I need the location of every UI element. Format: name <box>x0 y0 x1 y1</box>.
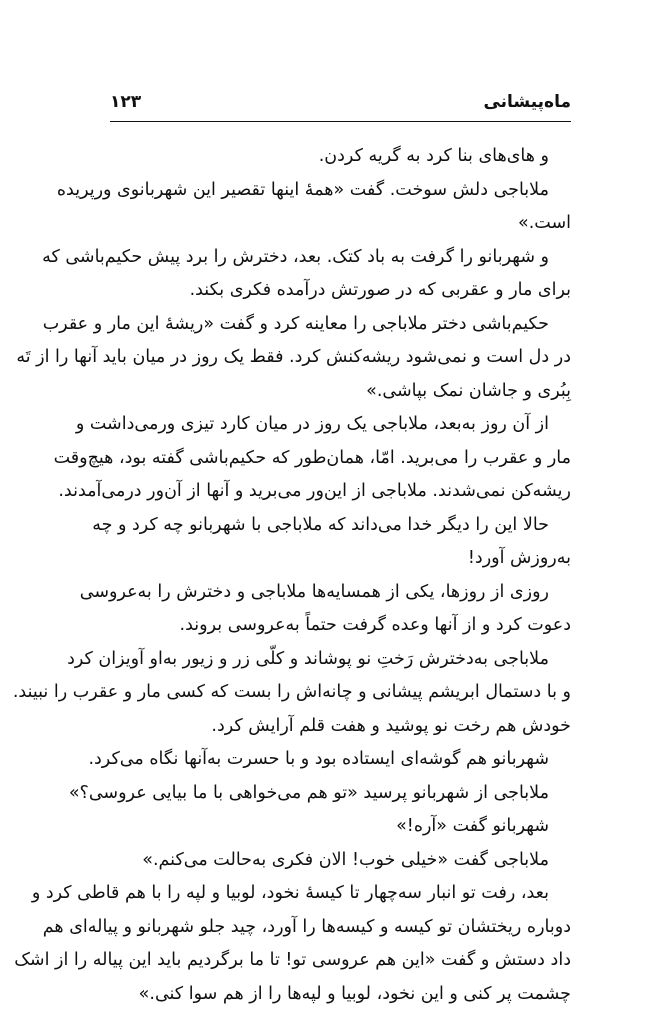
text-line: بعد، رفت تو انبار سه‌چهار تا کیسهٔ نخود، لوبیا و لپه را با هم قاطی کرد و <box>110 877 571 911</box>
text-line: و های‌های بنا کرد به گریه کردن. <box>110 140 571 174</box>
text-line: مار و عقرب را می‌برید. امّا، همان‌طور که حکیم‌باشی گفته بود، هیچ‌وقت <box>110 442 571 476</box>
text-line: ملاباجی گفت «خیلی خوب! الان فکری به‌حالت می‌کنم.» <box>110 844 571 878</box>
text-line: به‌روزش آورد! <box>110 542 571 576</box>
text-line: و شهربانو را گرفت به باد کتک. بعد، دخترش را برد پیش حکیم‌باشی که <box>110 241 571 275</box>
text-line: داد دستش و گفت «این هم عروسی تو! تا ما برگردیم باید این پیاله را از اشک <box>110 944 571 978</box>
text-line: برای مار و عقربی که در صورتش درآمده فکری بکند. <box>110 274 571 308</box>
text-line: و با دستمال ابریشم پیشانی و چانه‌اش را بست که کسی مار و عقرب را نبیند. <box>110 676 571 710</box>
text-line: بِبُری و جاشان نمک بپاشی.» <box>110 375 571 409</box>
text-line: روزی از روزها، یکی از همسایه‌ها ملاباجی و دخترش را به‌عروسی <box>110 576 571 610</box>
text-line: دوباره ریختشان تو کیسه و کیسه‌ها را آورد، چید جلو شهربانو و پیاله‌ای هم <box>110 911 571 945</box>
text-line: ملاباجی دلش سوخت. گفت «همهٔ اینها تقصیر این شهربانوی ورپریده <box>110 174 571 208</box>
header-rule <box>110 121 571 122</box>
text-line: حکیم‌باشی دختر ملاباجی را معاینه کرد و گفت «ریشهٔ این مار و عقرب <box>110 308 571 342</box>
text-line: شهربانو گفت «آره!» <box>110 810 571 844</box>
page-number: ۱۲۳ <box>110 92 141 112</box>
text-line: در دل است و نمی‌شود ریشه‌کنش کرد. فقط یک روز در میان باید آنها را از تَه <box>110 341 571 375</box>
text-line: خودش هم رخت نو پوشید و هفت قلم آرایش کرد. <box>110 710 571 744</box>
text-line: ریشه‌کن نمی‌شدند. ملاباجی از این‌ور می‌برید و آنها از آن‌ور درمی‌آمدند. <box>110 475 571 509</box>
text-line: است.» <box>110 207 571 241</box>
text-line: از آن روز به‌بعد، ملاباجی یک روز در میان کارد تیزی ورمی‌داشت و <box>110 408 571 442</box>
text-line: شهربانو هم گوشه‌ای ایستاده بود و با حسرت به‌آنها نگاه می‌کرد. <box>110 743 571 777</box>
text-line: چشمت پر کنی و این نخود، لوبیا و لپه‌ها را از هم سوا کنی.» <box>110 978 571 1011</box>
body-text <box>110 140 571 1011</box>
text-line: ملاباجی از شهربانو پرسید «تو هم می‌خواهی با ما بیایی عروسی؟» <box>110 777 571 811</box>
text-line: دعوت کرد و از آنها وعده گرفت حتماً به‌عروسی بروند. <box>110 609 571 643</box>
text-line: حالا این را دیگر خدا می‌داند که ملاباجی با شهربانو چه کرد و چه <box>110 509 571 543</box>
running-title: ماه‌پیشانی <box>483 92 571 112</box>
page-header <box>110 88 571 118</box>
text-line: ملاباجی به‌دخترش رَختِ نو پوشاند و کلّی زر و زیور به‌او آویزان کرد <box>110 643 571 677</box>
